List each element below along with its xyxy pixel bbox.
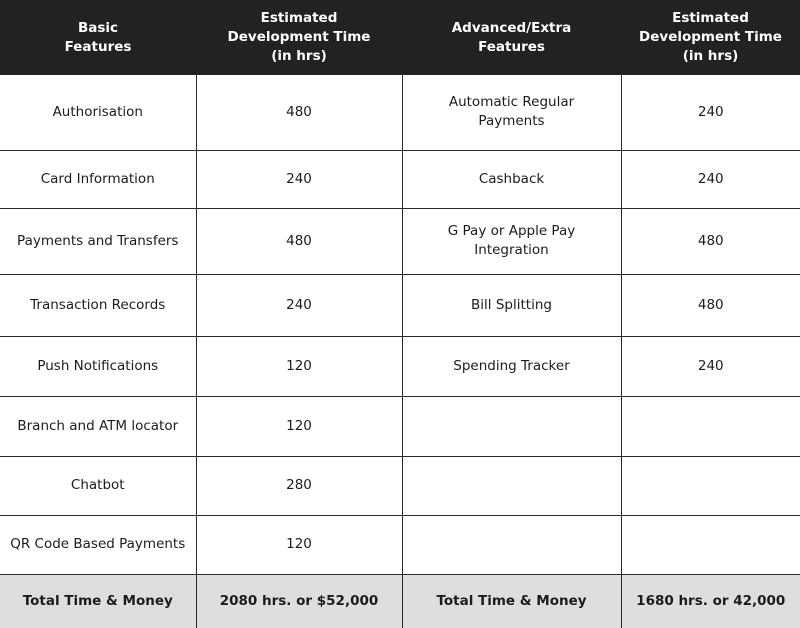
basic-total-label: Total Time & Money	[0, 574, 196, 628]
basic-time-cell: 120	[196, 515, 402, 574]
table-row	[0, 75, 800, 150]
advanced-time-cell	[621, 456, 800, 515]
advanced-time-cell: 480	[621, 208, 800, 274]
advanced-feature-cell: G Pay or Apple Pay Integration	[402, 208, 621, 274]
table-row	[0, 456, 800, 515]
advanced-time-cell: 240	[621, 75, 800, 150]
advanced-feature-cell	[402, 396, 621, 456]
basic-feature-cell: Card Information	[0, 150, 196, 208]
basic-time-cell: 480	[196, 208, 402, 274]
table-header	[0, 0, 800, 75]
table-row	[0, 274, 800, 336]
advanced-time-cell: 240	[621, 336, 800, 396]
basic-feature-cell: Branch and ATM locator	[0, 396, 196, 456]
table-row	[0, 150, 800, 208]
basic-total-value: 2080 hrs. or $52,000	[196, 574, 402, 628]
basic-time-cell: 120	[196, 336, 402, 396]
advanced-feature-cell	[402, 515, 621, 574]
table-row	[0, 396, 800, 456]
basic-time-cell: 240	[196, 150, 402, 208]
advanced-feature-cell: Automatic Regular Payments	[402, 75, 621, 150]
basic-feature-cell: QR Code Based Payments	[0, 515, 196, 574]
table-row	[0, 515, 800, 574]
table-row	[0, 336, 800, 396]
basic-time-cell: 120	[196, 396, 402, 456]
advanced-feature-cell: Bill Splitting	[402, 274, 621, 336]
header-advanced-features: Advanced/Extra Features	[402, 0, 621, 75]
basic-time-cell: 240	[196, 274, 402, 336]
advanced-time-cell: 480	[621, 274, 800, 336]
basic-time-cell: 480	[196, 75, 402, 150]
header-row	[0, 0, 800, 75]
totals-row	[0, 574, 800, 628]
header-basic-features: Basic Features	[0, 0, 196, 75]
basic-time-cell: 280	[196, 456, 402, 515]
header-basic-dev-time: Estimated Development Time (in hrs)	[196, 0, 402, 75]
advanced-feature-cell: Spending Tracker	[402, 336, 621, 396]
basic-feature-cell: Chatbot	[0, 456, 196, 515]
advanced-feature-cell	[402, 456, 621, 515]
table-row	[0, 208, 800, 274]
basic-feature-cell: Push Notifications	[0, 336, 196, 396]
basic-feature-cell: Payments and Transfers	[0, 208, 196, 274]
basic-feature-cell: Transaction Records	[0, 274, 196, 336]
advanced-total-value: 1680 hrs. or 42,000	[621, 574, 800, 628]
totals-section	[0, 574, 800, 628]
basic-feature-cell: Authorisation	[0, 75, 196, 150]
advanced-time-cell: 240	[621, 150, 800, 208]
header-advanced-dev-time: Estimated Development Time (in hrs)	[621, 0, 800, 75]
advanced-time-cell	[621, 515, 800, 574]
advanced-time-cell	[621, 396, 800, 456]
advanced-feature-cell: Cashback	[402, 150, 621, 208]
advanced-total-label: Total Time & Money	[402, 574, 621, 628]
table-body	[0, 75, 800, 574]
